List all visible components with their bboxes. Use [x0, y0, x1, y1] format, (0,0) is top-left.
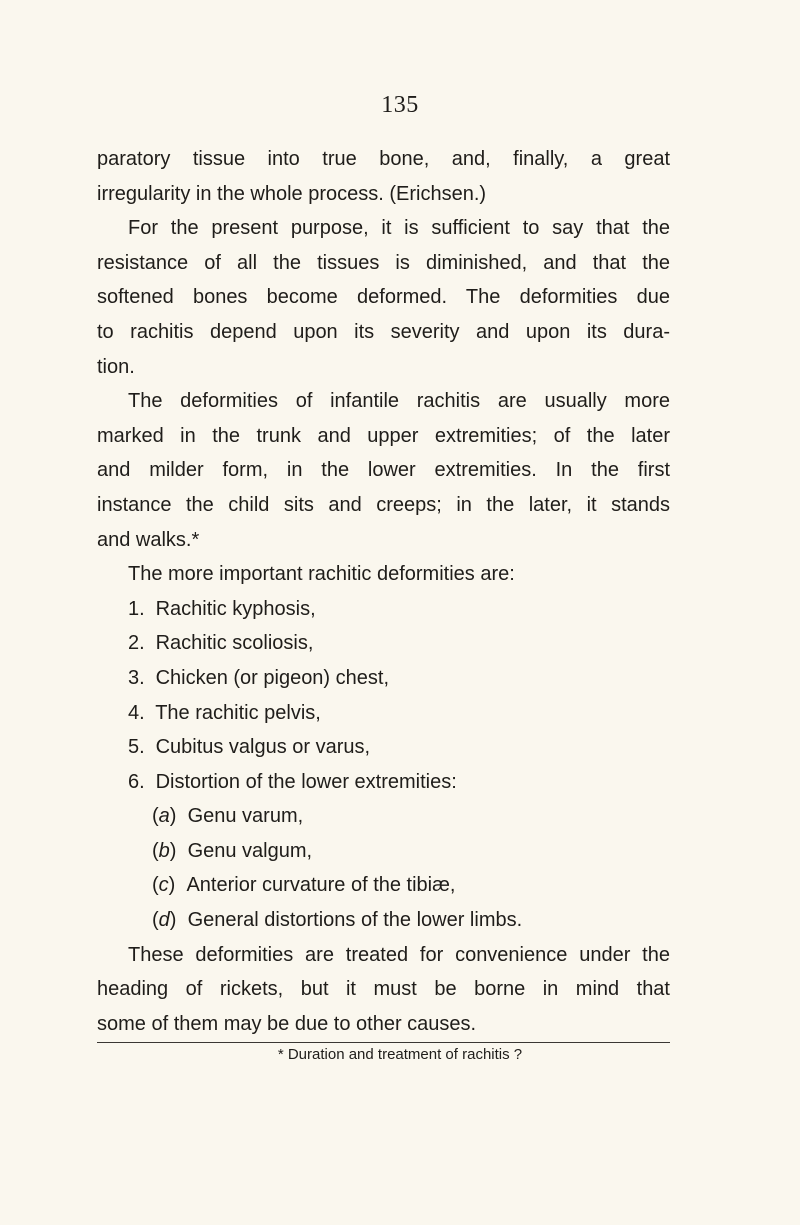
text-line: to rachitis depend upon its severity and upon its dura-	[97, 320, 670, 343]
footnote-divider	[97, 1042, 670, 1043]
text-line: instance the child sits and creeps; in the later, it stands	[97, 493, 670, 516]
text-line: paratory tissue into true bone, and, finally, a great	[97, 148, 670, 170]
footnote: * Duration and treatment of rachitis ?	[277, 1046, 523, 1063]
sub-list-letter: (d)	[152, 909, 177, 932]
text-line: These deformities are treated for convenience under the	[128, 943, 670, 966]
text-line: For the present purpose, it is sufficient to say that the	[128, 217, 670, 240]
sub-list-letter: (a)	[152, 805, 177, 828]
text-line: some of them may be due to other causes.	[97, 1012, 477, 1035]
list-number: 5.	[128, 736, 145, 759]
list-item	[97, 592, 670, 627]
list-item	[97, 626, 670, 661]
list-text: The rachitic pelvis,	[155, 701, 321, 724]
body-text	[97, 142, 670, 1041]
text-line: and milder form, in the lower extremities. In the first	[97, 459, 670, 482]
page-number: 135	[381, 92, 419, 118]
list-number: 4.	[128, 701, 145, 724]
text-line: tion.	[97, 355, 135, 378]
sub-list-item	[97, 868, 670, 903]
list-number: 6.	[128, 770, 145, 793]
text-line: The deformities of infantile rachitis are usually more	[128, 390, 670, 413]
sub-list-letter: (b)	[152, 839, 177, 862]
sub-list-item	[97, 834, 670, 869]
list-item	[97, 730, 670, 765]
sub-list-text: General distortions of the lower limbs.	[187, 909, 523, 932]
list-number: 2.	[128, 632, 145, 655]
list-item	[97, 696, 670, 731]
sub-list-item	[97, 903, 670, 938]
list-text: Rachitic kyphosis,	[155, 597, 316, 620]
list-number: 1.	[128, 597, 145, 620]
text-line: softened bones become deformed. The deformities due	[97, 286, 670, 309]
text-line: marked in the trunk and upper extremities; of the later	[97, 424, 670, 447]
sub-list-letter: (c)	[152, 874, 176, 897]
list-text: Distortion of the lower extremities:	[155, 770, 457, 793]
text-line: heading of rickets, but it must be borne in mind that	[97, 978, 670, 1001]
list-item	[97, 661, 670, 696]
text-line: and walks.*	[97, 528, 200, 551]
text-line: irregularity in the whole process. (Erichsen.)	[97, 182, 487, 205]
sub-list-text: Genu varum,	[187, 805, 304, 828]
list-text: Chicken (or pigeon) chest,	[155, 666, 390, 689]
sub-list-text: Genu valgum,	[187, 839, 313, 862]
list-intro: The more important rachitic deformities are:	[128, 563, 515, 586]
sub-list-text: Anterior curvature of the tibiæ,	[186, 874, 456, 897]
list-number: 3.	[128, 666, 145, 689]
list-text: Cubitus valgus or varus,	[155, 736, 371, 759]
list-text: Rachitic scoliosis,	[155, 632, 314, 655]
text-line: resistance of all the tissues is diminished, and that the	[97, 251, 670, 274]
list-item	[97, 765, 670, 800]
sub-list-item	[97, 799, 670, 834]
